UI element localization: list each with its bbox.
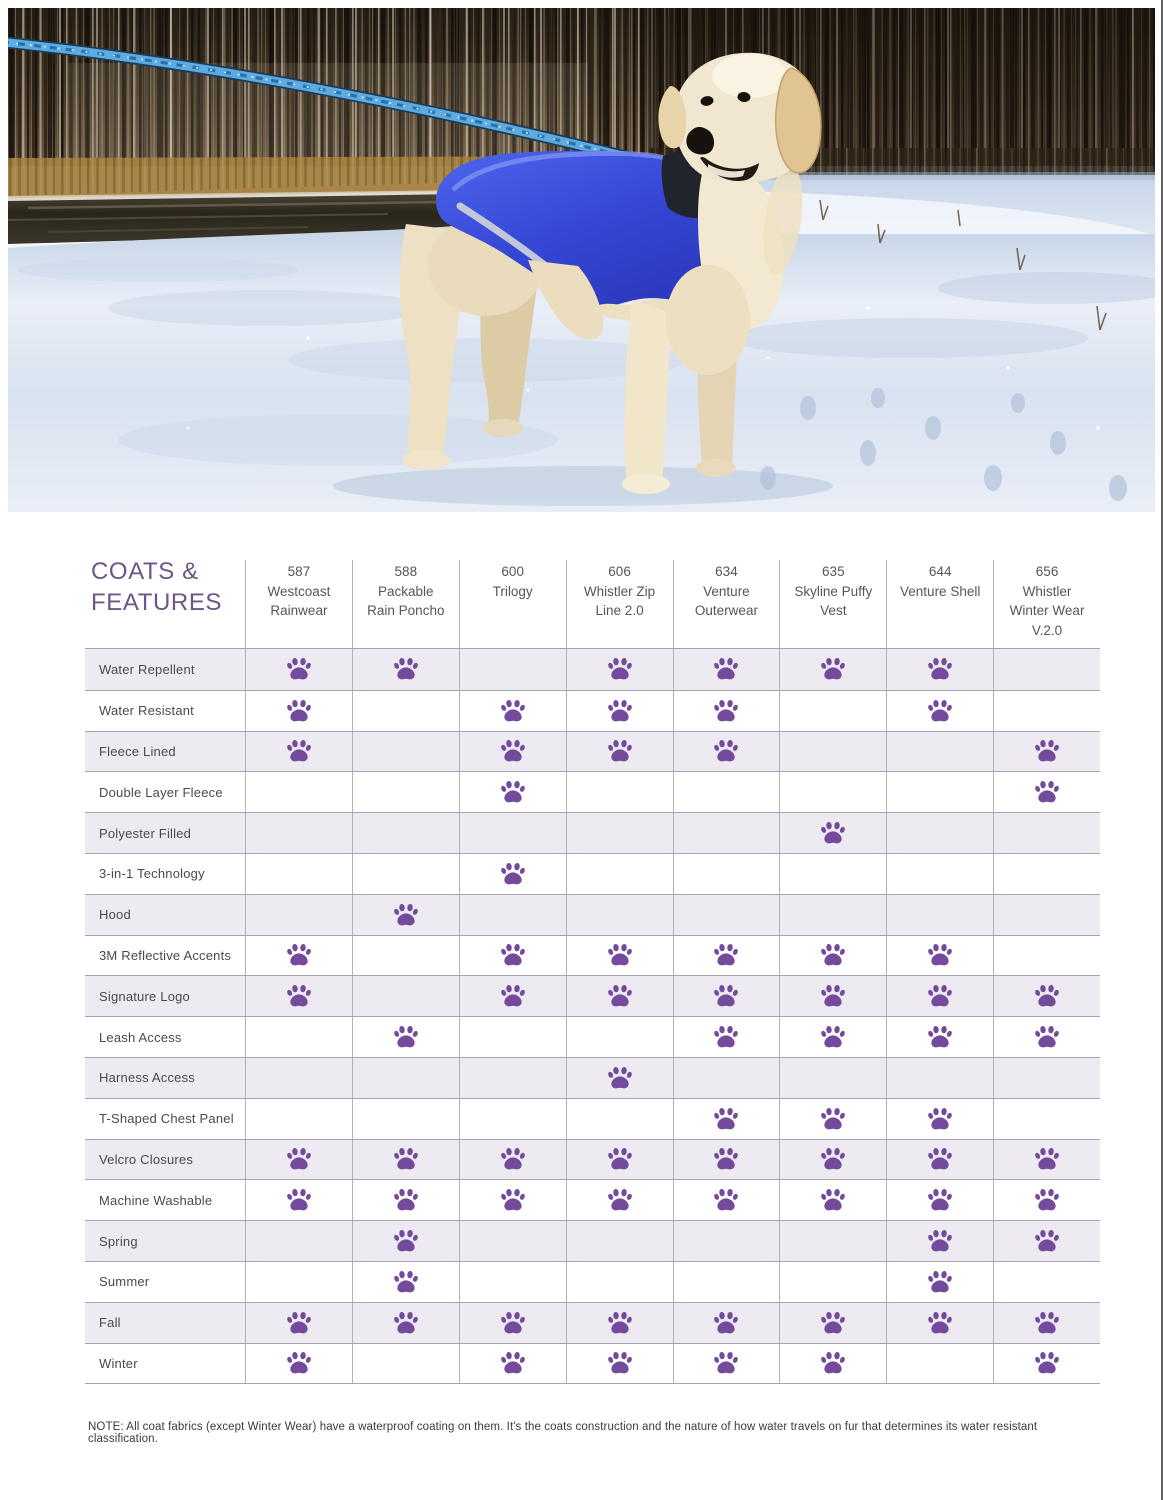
paw-icon (925, 1309, 955, 1337)
feature-cell-600 (459, 1221, 566, 1261)
feature-cell-588 (352, 813, 459, 853)
feature-cell-587 (245, 813, 352, 853)
feature-cell-600 (459, 813, 566, 853)
feature-cell-635 (779, 936, 886, 976)
table-row (85, 1261, 1100, 1302)
paw-icon (1032, 1145, 1062, 1173)
paw-icon (818, 1145, 848, 1173)
paw-icon (605, 1309, 635, 1337)
feature-cell-635 (779, 895, 886, 935)
table-row (85, 1179, 1100, 1220)
feature-cell-634 (673, 1099, 780, 1139)
paw-icon (1032, 1349, 1062, 1377)
feature-cell-656 (993, 976, 1100, 1016)
feature-cell-644 (886, 1099, 993, 1139)
table-row (85, 1098, 1100, 1139)
feature-cell-587 (245, 772, 352, 812)
feature-cell-606 (566, 813, 673, 853)
feature-cell-644 (886, 1262, 993, 1302)
feature-cell-644 (886, 1058, 993, 1098)
table-row (85, 690, 1100, 731)
feature-cell-600 (459, 1099, 566, 1139)
feature-cell-600 (459, 1303, 566, 1343)
feature-label: Water Resistant (99, 703, 194, 719)
table-row (85, 894, 1100, 935)
product-number: 644 (928, 564, 952, 579)
feature-cell-644 (886, 1344, 993, 1384)
feature-cell-588 (352, 976, 459, 1016)
feature-cell-644 (886, 895, 993, 935)
table-row (85, 812, 1100, 853)
paw-icon (284, 1309, 314, 1337)
feature-cell-587 (245, 976, 352, 1016)
feature-cell-588 (352, 1180, 459, 1220)
feature-cell-606 (566, 1058, 673, 1098)
paw-icon (284, 655, 314, 683)
paw-icon (711, 1105, 741, 1133)
paw-icon (711, 1186, 741, 1214)
feature-cell-588 (352, 1140, 459, 1180)
table-row (85, 731, 1100, 772)
paw-icon (1032, 778, 1062, 806)
feature-cell-656 (993, 1262, 1100, 1302)
feature-cell-656 (993, 772, 1100, 812)
paw-icon (284, 1186, 314, 1214)
feature-label: Double Layer Fleece (99, 784, 223, 800)
feature-cell-635 (779, 1303, 886, 1343)
feature-cell-587 (245, 1344, 352, 1384)
paw-icon (711, 941, 741, 969)
column-header-644 (886, 560, 993, 648)
feature-cell-606 (566, 1262, 673, 1302)
feature-cell-634 (673, 1303, 780, 1343)
paw-icon (605, 1186, 635, 1214)
feature-cell-600 (459, 976, 566, 1016)
feature-label: Fleece Lined (99, 743, 176, 759)
feature-cell-600 (459, 1262, 566, 1302)
hero-photo-art (8, 8, 1155, 512)
feature-cell-634 (673, 854, 780, 894)
paw-icon (711, 655, 741, 683)
feature-cell-656 (993, 1344, 1100, 1384)
feature-cell-600 (459, 1058, 566, 1098)
page-title: COATS & FEATURES (91, 558, 223, 616)
feature-cell-634 (673, 1262, 780, 1302)
paw-icon (605, 655, 635, 683)
feature-cell-634 (673, 895, 780, 935)
paw-icon (925, 982, 955, 1010)
footnote: NOTE: All coat fabrics (except Winter Wear) have a waterproof coating on them. It's the coats construction and the nature of how water travels on fur that determines its water resistant classification. (88, 1421, 1038, 1445)
column-header-634 (673, 560, 780, 648)
feature-rows (85, 648, 1100, 1384)
paw-icon (498, 778, 528, 806)
table-row (85, 1343, 1100, 1384)
feature-cell-635 (779, 813, 886, 853)
feature-cell-634 (673, 1058, 780, 1098)
paw-icon (925, 941, 955, 969)
feature-cell-644 (886, 813, 993, 853)
product-number: 587 (287, 564, 311, 579)
paw-icon (1032, 1309, 1062, 1337)
feature-cell-606 (566, 1303, 673, 1343)
feature-cell-634 (673, 976, 780, 1016)
hero-photo (8, 8, 1155, 512)
feature-cell-588 (352, 1303, 459, 1343)
feature-cell-656 (993, 1221, 1100, 1261)
paw-icon (818, 1023, 848, 1051)
feature-cell-656 (993, 691, 1100, 731)
feature-cell-587 (245, 936, 352, 976)
feature-cell-635 (779, 1221, 886, 1261)
paw-icon (391, 1227, 421, 1255)
feature-label: Polyester Filled (99, 825, 192, 841)
feature-cell-656 (993, 1180, 1100, 1220)
paw-icon (711, 1309, 741, 1337)
paw-icon (925, 1186, 955, 1214)
paw-icon (284, 941, 314, 969)
feature-cell-656 (993, 854, 1100, 894)
product-number: 635 (822, 564, 845, 579)
table-row (85, 1302, 1100, 1343)
paw-icon (284, 737, 314, 765)
paw-icon (284, 1145, 314, 1173)
product-name: Venture Shell (900, 583, 981, 599)
column-header-588 (352, 560, 459, 648)
feature-cell-588 (352, 649, 459, 690)
feature-cell-644 (886, 854, 993, 894)
table-row (85, 1057, 1100, 1098)
paw-icon (498, 1309, 528, 1337)
feature-label: Winter (99, 1355, 138, 1371)
feature-cell-644 (886, 976, 993, 1016)
feature-cell-588 (352, 895, 459, 935)
feature-cell-656 (993, 895, 1100, 935)
feature-cell-587 (245, 1099, 352, 1139)
feature-table (85, 552, 1100, 1384)
feature-cell-588 (352, 772, 459, 812)
feature-cell-588 (352, 1221, 459, 1261)
feature-cell-635 (779, 1180, 886, 1220)
feature-label: T-Shaped Chest Panel (99, 1111, 234, 1127)
column-header-656 (993, 560, 1100, 648)
column-header-635 (779, 560, 886, 648)
paw-icon (605, 982, 635, 1010)
paw-icon (925, 655, 955, 683)
table-row (85, 771, 1100, 812)
feature-cell-656 (993, 936, 1100, 976)
paw-icon (391, 1309, 421, 1337)
feature-cell-606 (566, 1099, 673, 1139)
paw-icon (818, 1349, 848, 1377)
feature-cell-588 (352, 1017, 459, 1057)
paw-icon (818, 819, 848, 847)
feature-cell-587 (245, 1140, 352, 1180)
paw-icon (1032, 737, 1062, 765)
product-name: Packable Rain Poncho (367, 583, 445, 618)
paw-icon (925, 1105, 955, 1133)
feature-cell-588 (352, 1344, 459, 1384)
feature-cell-606 (566, 649, 673, 690)
feature-cell-606 (566, 895, 673, 935)
title-cell (85, 552, 245, 648)
table-row (85, 853, 1100, 894)
feature-cell-634 (673, 649, 780, 690)
feature-cell-588 (352, 691, 459, 731)
feature-cell-656 (993, 1099, 1100, 1139)
dog-shadow (333, 466, 833, 506)
feature-cell-587 (245, 1017, 352, 1057)
feature-cell-635 (779, 1058, 886, 1098)
paw-icon (605, 697, 635, 725)
table-row (85, 1016, 1100, 1057)
paw-icon (498, 1145, 528, 1173)
feature-label: Leash Access (99, 1029, 182, 1045)
feature-cell-644 (886, 691, 993, 731)
column-header-600 (459, 560, 566, 648)
paw-icon (925, 1268, 955, 1296)
product-name: Westcoast Rainwear (267, 583, 331, 618)
product-name: Whistler Winter Wear V.2.0 (1009, 583, 1085, 638)
feature-cell-606 (566, 1017, 673, 1057)
feature-cell-606 (566, 1140, 673, 1180)
feature-cell-600 (459, 1180, 566, 1220)
table-header (85, 552, 1100, 648)
table-row (85, 1139, 1100, 1180)
feature-cell-634 (673, 1140, 780, 1180)
feature-cell-587 (245, 895, 352, 935)
feature-cell-656 (993, 1058, 1100, 1098)
paw-icon (711, 737, 741, 765)
feature-cell-600 (459, 1140, 566, 1180)
feature-cell-587 (245, 691, 352, 731)
feature-cell-634 (673, 936, 780, 976)
feature-cell-635 (779, 1099, 886, 1139)
feature-cell-606 (566, 732, 673, 772)
feature-cell-634 (673, 691, 780, 731)
paw-icon (818, 1309, 848, 1337)
paw-icon (391, 1186, 421, 1214)
feature-cell-587 (245, 1303, 352, 1343)
feature-cell-588 (352, 1262, 459, 1302)
feature-cell-644 (886, 1140, 993, 1180)
paw-icon (1032, 1186, 1062, 1214)
paw-icon (711, 1349, 741, 1377)
feature-cell-634 (673, 1180, 780, 1220)
paw-icon (605, 1145, 635, 1173)
feature-label: Summer (99, 1274, 150, 1290)
paw-icon (284, 982, 314, 1010)
table-row (85, 649, 1100, 690)
feature-label: Hood (99, 907, 131, 923)
feature-cell-644 (886, 1017, 993, 1057)
feature-cell-587 (245, 732, 352, 772)
feature-cell-635 (779, 854, 886, 894)
paw-icon (711, 1145, 741, 1173)
paw-icon (818, 1186, 848, 1214)
product-number: 588 (394, 564, 418, 579)
paw-icon (711, 697, 741, 725)
feature-cell-588 (352, 1058, 459, 1098)
feature-cell-600 (459, 936, 566, 976)
feature-cell-600 (459, 1344, 566, 1384)
paw-icon (1032, 982, 1062, 1010)
feature-cell-587 (245, 854, 352, 894)
feature-cell-606 (566, 936, 673, 976)
feature-cell-644 (886, 772, 993, 812)
feature-label: 3M Reflective Accents (99, 947, 232, 963)
paw-icon (498, 737, 528, 765)
column-headers (245, 552, 1100, 648)
paw-icon (391, 1268, 421, 1296)
feature-cell-656 (993, 1140, 1100, 1180)
feature-label: Water Repellent (99, 661, 195, 677)
paw-icon (498, 697, 528, 725)
paw-icon (498, 941, 528, 969)
paw-icon (605, 1064, 635, 1092)
column-header-606 (566, 560, 673, 648)
paw-icon (1032, 1023, 1062, 1051)
feature-cell-656 (993, 1017, 1100, 1057)
feature-cell-635 (779, 976, 886, 1016)
feature-label: Harness Access (99, 1070, 196, 1086)
paw-icon (818, 941, 848, 969)
feature-cell-600 (459, 649, 566, 690)
feature-cell-600 (459, 732, 566, 772)
product-name: Trilogy (492, 583, 533, 599)
paw-icon (1032, 1227, 1062, 1255)
product-number: 600 (501, 564, 524, 579)
feature-label: Signature Logo (99, 988, 190, 1004)
paw-icon (498, 982, 528, 1010)
product-number: 634 (715, 564, 738, 579)
feature-cell-656 (993, 649, 1100, 690)
paw-icon (925, 1023, 955, 1051)
paw-icon (925, 1227, 955, 1255)
feature-label: Machine Washable (99, 1192, 213, 1208)
feature-cell-587 (245, 649, 352, 690)
feature-cell-635 (779, 691, 886, 731)
feature-cell-644 (886, 1180, 993, 1220)
feature-cell-606 (566, 1221, 673, 1261)
paw-icon (818, 982, 848, 1010)
paw-icon (711, 982, 741, 1010)
product-number: 606 (608, 564, 631, 579)
paw-icon (391, 1023, 421, 1051)
feature-cell-644 (886, 732, 993, 772)
feature-cell-600 (459, 854, 566, 894)
paw-icon (284, 697, 314, 725)
feature-cell-588 (352, 936, 459, 976)
feature-cell-634 (673, 1344, 780, 1384)
feature-cell-600 (459, 1017, 566, 1057)
feature-cell-634 (673, 813, 780, 853)
feature-cell-587 (245, 1221, 352, 1261)
paw-icon (605, 737, 635, 765)
feature-cell-635 (779, 649, 886, 690)
table-row (85, 975, 1100, 1016)
product-name: Venture Outerwear (694, 583, 758, 618)
feature-cell-587 (245, 1262, 352, 1302)
feature-cell-634 (673, 772, 780, 812)
feature-cell-588 (352, 854, 459, 894)
product-number: 656 (1035, 564, 1059, 579)
paw-icon (605, 1349, 635, 1377)
paw-icon (391, 901, 421, 929)
table-row (85, 1220, 1100, 1261)
paw-icon (925, 1145, 955, 1173)
paw-icon (391, 655, 421, 683)
feature-cell-600 (459, 772, 566, 812)
feature-cell-606 (566, 772, 673, 812)
feature-cell-587 (245, 1058, 352, 1098)
feature-cell-635 (779, 1344, 886, 1384)
paw-icon (711, 1023, 741, 1051)
feature-cell-634 (673, 1221, 780, 1261)
paw-icon (925, 697, 955, 725)
feature-cell-600 (459, 691, 566, 731)
paw-icon (498, 1349, 528, 1377)
feature-cell-606 (566, 1344, 673, 1384)
paw-icon (498, 860, 528, 888)
feature-cell-588 (352, 732, 459, 772)
feature-cell-606 (566, 691, 673, 731)
feature-cell-644 (886, 1221, 993, 1261)
product-name: Whistler Zip Line 2.0 (583, 583, 656, 618)
feature-cell-606 (566, 976, 673, 1016)
feature-cell-634 (673, 1017, 780, 1057)
feature-cell-634 (673, 732, 780, 772)
feature-cell-656 (993, 813, 1100, 853)
paw-icon (605, 941, 635, 969)
feature-cell-656 (993, 1303, 1100, 1343)
feature-label: Spring (99, 1233, 138, 1249)
feature-label: Velcro Closures (99, 1151, 194, 1167)
paw-icon (498, 1186, 528, 1214)
feature-cell-644 (886, 649, 993, 690)
paw-icon (391, 1145, 421, 1173)
feature-cell-635 (779, 1262, 886, 1302)
paw-icon (818, 655, 848, 683)
feature-cell-644 (886, 936, 993, 976)
feature-label: 3-in-1 Technology (99, 866, 205, 882)
feature-cell-635 (779, 1140, 886, 1180)
feature-cell-635 (779, 772, 886, 812)
feature-cell-606 (566, 1180, 673, 1220)
feature-cell-606 (566, 854, 673, 894)
paw-icon (818, 1105, 848, 1133)
table-row (85, 935, 1100, 976)
feature-cell-635 (779, 732, 886, 772)
feature-cell-644 (886, 1303, 993, 1343)
feature-cell-600 (459, 895, 566, 935)
feature-cell-635 (779, 1017, 886, 1057)
product-name: Skyline Puffy Vest (794, 583, 873, 618)
paw-icon (284, 1349, 314, 1377)
feature-cell-656 (993, 732, 1100, 772)
feature-label: Fall (99, 1315, 121, 1331)
feature-cell-588 (352, 1099, 459, 1139)
feature-cell-587 (245, 1180, 352, 1220)
column-header-587 (245, 560, 352, 648)
